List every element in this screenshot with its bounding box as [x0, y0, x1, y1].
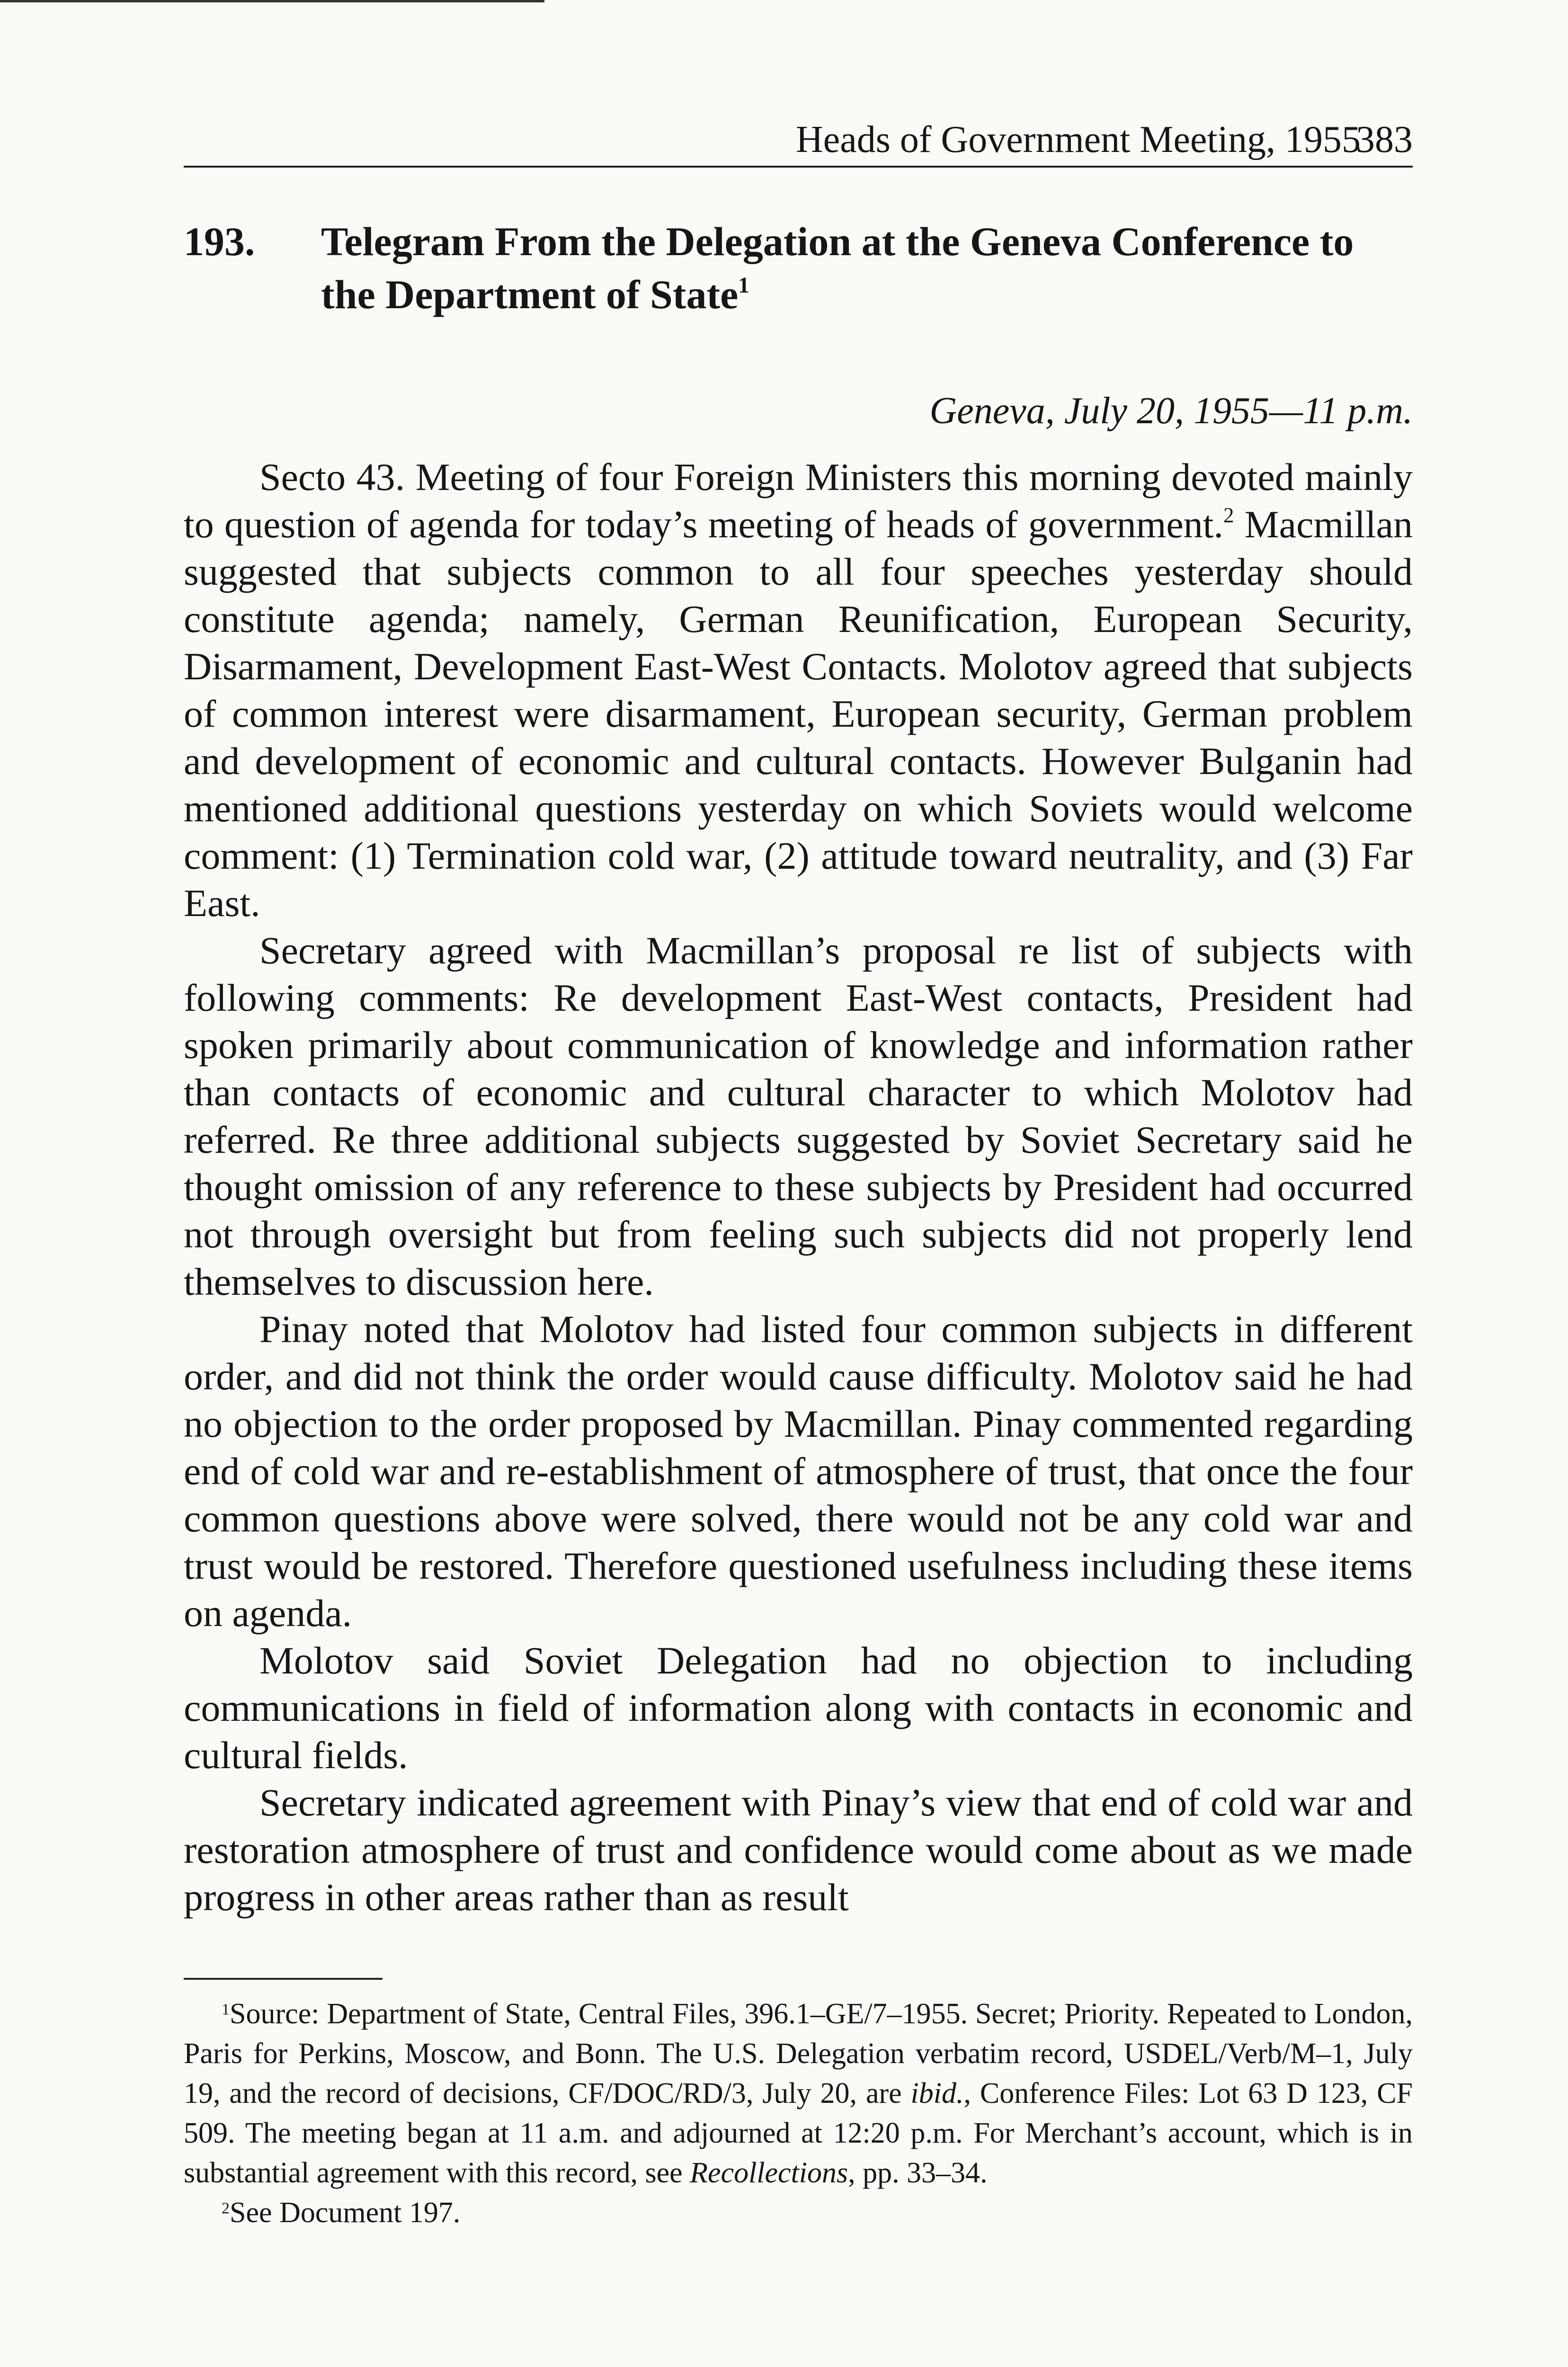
- footnote-1-recollections: Recollections: [690, 2157, 848, 2189]
- footnote-1: [184, 1994, 1413, 2193]
- paragraph-2: Secretary agreed with Macmillan’s proposal re list of subjects with following comments: Re development East-West contacts, President had spoken primarily about communication of knowledge and information rather than contacts of economic and cultural character to which Molotov had referred. Re three additional subjects suggested by Soviet Secretary said he thought omission of any reference to these subjects by President had occurred not through oversight but from feeling such subjects did not properly lend themselves to discussion here.: [184, 929, 1413, 1303]
- footnote-ref-1[interactable]: 1: [738, 273, 749, 298]
- body-text: [184, 454, 1413, 1921]
- footnote-2: [184, 2193, 1413, 2233]
- paragraph-5: Secretary indicated agreement with Pinay’s view that end of cold war and restoration atmosphere of trust and confidence would come about as we made progress in other areas rather than as result: [184, 1781, 1413, 1919]
- running-head-title: Heads of Government Meeting, 1955: [795, 119, 1361, 160]
- footnote-1-part-b: , Conference Files: Lot 63 D 123, CF 509. The meeting began at 11 a.m. and adjourned at 12:20 p.m. For Merchant’s account, which is in substantial agreement with this record, see: [184, 2077, 1413, 2189]
- paragraph-1-part-a: Secto 43. Meeting of four Foreign Ministers this morning devoted mainly to question of agenda for today’s meeting of heads of government.: [184, 455, 1413, 546]
- paragraph-3: Pinay noted that Molotov had listed four common subjects in different order, and did not think the order would cause difficulty. Molotov said he had no objection to the order proposed by Macmillan. Pinay commented regarding end of cold war and re-establishment of atmosphere of trust, that once the four common questions above were solved, there would not be any cold war and trust would be restored. Therefore questioned usefulness including these items on agenda.: [184, 1308, 1413, 1635]
- document-title-block: [321, 215, 1413, 321]
- document-title: Telegram From the Delegation at the Geneva Conference to the Department of State: [321, 219, 1354, 317]
- paragraph-4: Molotov said Soviet Delegation had no objection to including communications in field of information along with contacts in economic and cultural fields.: [184, 1639, 1413, 1777]
- footnotes: [184, 1994, 1413, 2233]
- footnote-1-marker: 1: [222, 2001, 230, 2019]
- footnote-1-part-a: Source: Department of State, Central Files, 396.1–GE/7–1955. Secret; Priority. Repeated to London, Paris for Perkins, Moscow, and Bonn. The U.S. Delegation verbatim record, USDEL/Verb/M–1, July 19, and the record of decisions, CF/DOC/RD/3, July 20, are: [184, 1998, 1413, 2109]
- document-number: 193.: [184, 219, 255, 264]
- page: [184, 114, 1413, 2233]
- document-heading: [184, 215, 1413, 321]
- paragraph-1: [184, 454, 1413, 927]
- paragraph-1-part-b: Macmillan suggested that subjects common to all four speeches yesterday should constitute agenda; namely, German Reunification, European Security, Disarmament, Development East-West Contacts. Molotov agreed that subjects of common interest were disarmament, European security, German problem and development of economic and cultural contacts. However Bulganin had mentioned additional questions yesterday on which Soviets would welcome comment: (1) Termination cold war, (2) attitude toward neutrality, and (3) Far East.: [184, 503, 1413, 925]
- footnote-rule: [184, 1978, 383, 1980]
- footnote-1-part-c: , pp. 33–34.: [848, 2157, 988, 2189]
- footnote-1-ibid: ibid.: [910, 2077, 964, 2109]
- footnote-2-marker: 2: [222, 2199, 230, 2217]
- footnote-2-text: See Document 197.: [230, 2197, 461, 2229]
- dateline: Geneva, July 20, 1955—11 p.m.: [929, 390, 1413, 432]
- page-number: 383: [1356, 119, 1413, 160]
- running-head: [184, 114, 1413, 168]
- footnote-ref-2[interactable]: 2: [1223, 503, 1234, 527]
- scan-edge-line: [0, 0, 544, 2]
